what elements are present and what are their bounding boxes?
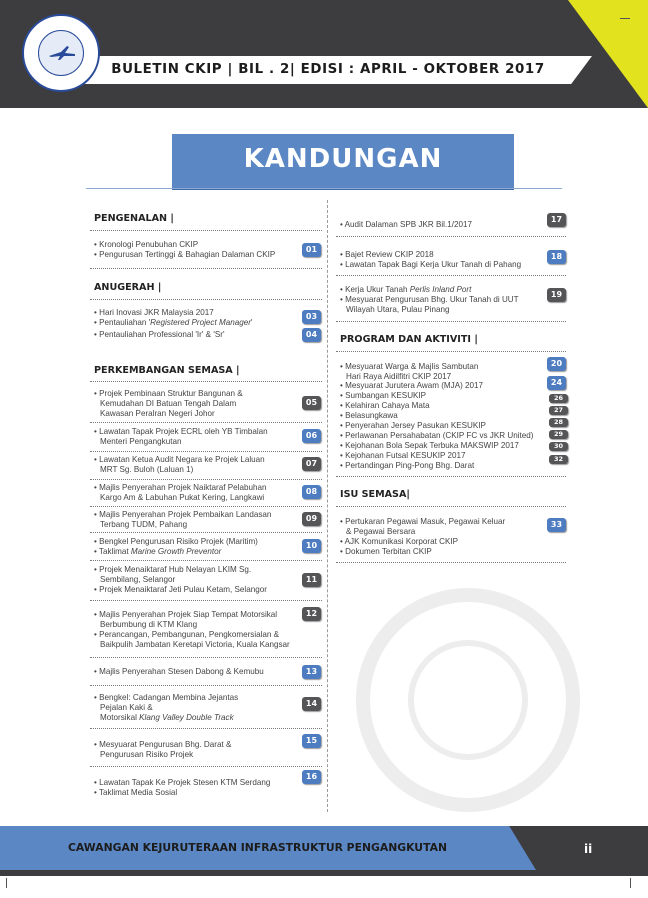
plane-icon — [47, 44, 77, 62]
separator — [90, 451, 322, 452]
toc-item: • Kerja Ukur Tanah Perlis Inland Port — [340, 285, 472, 294]
separator — [90, 506, 322, 507]
toc-item: • Pentauliahan 'Registered Project Manager' — [94, 318, 253, 327]
toc-item-cont: Kemudahan DI Batuan Tengah Dalam — [100, 399, 237, 408]
toc-item: • Projek Menaiktaraf Jeti Pulau Ketam, Selangor — [94, 585, 267, 594]
page-number-badge: 20 — [547, 357, 566, 371]
page-number-badge: 29 — [549, 430, 568, 439]
section-heading-anugerah: ANUGERAH | — [94, 282, 162, 293]
page-number-badge: 13 — [302, 665, 321, 679]
toc-item: • Hari Inovasi JKR Malaysia 2017 — [94, 308, 214, 317]
contents-banner — [172, 134, 514, 188]
separator — [336, 351, 566, 352]
page-number-badge: 30 — [549, 442, 568, 451]
page-number-badge: 27 — [549, 406, 568, 415]
toc-item-cont: Baikpulih Jambatan Keretapi Victoria, Kuala Kangsar — [100, 640, 290, 649]
crop-mark — [6, 878, 17, 888]
toc-item: • Majlis Penyerahan Stesen Dabong & Kemubu — [94, 667, 264, 676]
page-number-badge: 01 — [302, 243, 321, 257]
toc-item: • Projek Menaiktaraf Hub Nelayan LKIM Sg. — [94, 565, 252, 574]
page-number-badge: 14 — [302, 697, 321, 711]
toc-item: • Mesyuarat Warga & Majlis Sambutan — [340, 362, 479, 371]
column-divider — [327, 200, 328, 812]
toc-item: • Majlis Penyerahan Projek Naiktaraf Pelabuhan — [94, 483, 267, 492]
separator — [90, 479, 322, 480]
separator — [336, 275, 566, 276]
page-number-badge: 16 — [302, 770, 321, 784]
logo-emblem — [38, 30, 84, 76]
toc-item-cont: Pejalan Kaki & — [100, 703, 153, 712]
page-number-badge: 19 — [547, 288, 566, 302]
toc-item-cont: Sembilang, Selangor — [100, 575, 176, 584]
toc-item: • Taklimat Marine Growth Preventor — [94, 547, 222, 556]
toc-item: • AJK Komunikasi Korporat CKIP — [340, 537, 459, 546]
separator — [90, 422, 322, 423]
separator — [90, 299, 322, 300]
toc-item-cont: Pengurusan Risiko Projek — [100, 750, 194, 759]
toc-item: • Belasungkawa — [340, 411, 398, 420]
toc-item: • Taklimat Media Sosial — [94, 788, 178, 797]
header-yellow-accent — [568, 0, 648, 108]
toc-item: • Majlis Penyerahan Projek Siap Tempat Motorsikal — [94, 610, 278, 619]
separator — [90, 600, 322, 601]
separator — [336, 562, 566, 563]
separator — [90, 560, 322, 561]
ckip-logo — [22, 14, 100, 92]
toc-item: • Lawatan Tapak Projek ECRL oleh YB Timbalan — [94, 427, 268, 436]
page-number-badge: 17 — [547, 213, 566, 227]
page-number-badge: 09 — [302, 512, 321, 526]
page-number-badge: 10 — [302, 539, 321, 553]
bulletin-title: BULETIN CKIP | BIL . 2| EDISI : APRIL - OKTOBER 2017 — [111, 62, 545, 77]
page-number-badge: 08 — [302, 485, 321, 499]
toc-item: • Sumbangan KESUKIP — [340, 391, 427, 400]
page-number-badge: 24 — [547, 376, 566, 390]
page-number-badge: 05 — [302, 396, 321, 410]
contents-underline — [86, 188, 562, 189]
separator — [336, 506, 566, 507]
toc-item: • Perlawanan Persahabatan (CKIP FC vs JKR United) — [340, 431, 534, 440]
separator — [90, 728, 322, 729]
toc-item: • Pentauliahan Professional 'Ir' & 'Sr' — [94, 330, 225, 339]
toc-item-cont: Berbumbung di KTM Klang — [100, 620, 198, 629]
toc-item-cont: MRT Sg. Buloh (Laluan 1) — [100, 465, 194, 474]
page-number-badge: 26 — [549, 394, 568, 403]
page-number-badge: 07 — [302, 457, 321, 471]
footer-page-number: ii — [584, 842, 593, 856]
toc-item: • Audit Dalaman SPB JKR Bil.1/2017 — [340, 220, 472, 229]
separator — [90, 381, 322, 382]
page-number-badge: 04 — [302, 328, 321, 342]
toc-item-cont: Hari Raya Aidilfitri CKIP 2017 — [346, 372, 452, 381]
toc-item-cont: Wilayah Utara, Pulau Pinang — [346, 305, 450, 314]
page-number-badge: 03 — [302, 310, 321, 324]
toc-item: • Bengkel Pengurusan Risiko Projek (Maritim) — [94, 537, 258, 546]
toc-item: • Kejohanan Futsal KESUKIP 2017 — [340, 451, 466, 460]
page-number-badge: 15 — [302, 734, 321, 748]
page-number-badge: 11 — [302, 573, 321, 587]
section-heading-pengenalan: PENGENALAN | — [94, 213, 174, 224]
toc-item: • Lawatan Ketua Audit Negara ke Projek Laluan — [94, 455, 265, 464]
section-heading-program: PROGRAM DAN AKTIVITI | — [340, 334, 478, 345]
crop-mark — [620, 18, 630, 29]
toc-item: • Kelahiran Cahaya Mata — [340, 401, 430, 410]
toc-item: • Bengkel: Cadangan Membina Jejantas — [94, 693, 239, 702]
separator — [90, 230, 322, 231]
toc-item: • Mesyuarat Pengurusan Bhg. Darat & — [94, 740, 232, 749]
toc-item-cont: Motorsikal Klang Valley Double Track — [100, 713, 234, 722]
toc-item: • Lawatan Tapak Ke Projek Stesen KTM Serdang — [94, 778, 271, 787]
separator — [336, 476, 566, 477]
separator — [90, 268, 322, 269]
toc-item: • Mesyuarat Jurutera Awam (MJA) 2017 — [340, 381, 484, 390]
toc-item: • Perancangan, Pembangunan, Pengkomersialan & — [94, 630, 280, 639]
toc-item: • Pengurusan Tertinggi & Bahagian Dalaman CKIP — [94, 250, 276, 259]
separator — [90, 532, 322, 533]
page-number-badge: 28 — [549, 418, 568, 427]
page-number-badge: 32 — [549, 455, 568, 464]
separator — [90, 685, 322, 686]
page-number-badge: 06 — [302, 429, 321, 443]
section-heading-perkembangan: PERKEMBANGAN SEMASA | — [94, 365, 240, 376]
toc-item: • Kronologi Penubuhan CKIP — [94, 240, 199, 249]
toc-item: • Mesyuarat Pengurusan Bhg. Ukur Tanah di UUT — [340, 295, 519, 304]
crop-mark — [630, 878, 641, 888]
toc-item: • Lawatan Tapak Bagi Kerja Ukur Tanah di Pahang — [340, 260, 522, 269]
toc-item-cont: Kargo Am & Labuhan Pukat Kering, Langkawi — [100, 493, 265, 502]
toc-item-cont: Menteri Pengangkutan — [100, 437, 182, 446]
footer-title: CAWANGAN KEJURUTERAAN INFRASTRUKTUR PENGANGKUTAN — [68, 841, 447, 854]
toc-item: • Projek Pembinaan Struktur Bangunan & — [94, 389, 243, 398]
section-heading-isu: ISU SEMASA| — [340, 489, 410, 500]
page-number-badge: 12 — [302, 607, 321, 621]
watermark-seal — [356, 588, 580, 812]
toc-item: • Dokumen Terbitan CKIP — [340, 547, 432, 556]
page-number-badge: 33 — [547, 518, 566, 532]
toc-item: • Pertukaran Pegawai Masuk, Pegawai Keluar — [340, 517, 506, 526]
contents-title: KANDUNGAN — [243, 144, 443, 174]
separator — [336, 321, 566, 322]
page-number-badge: 18 — [547, 250, 566, 264]
separator — [90, 766, 322, 767]
toc-item: • Pertandingan Ping-Pong Bhg. Darat — [340, 461, 475, 470]
separator — [336, 236, 566, 237]
toc-item: • Penyerahan Jersey Pasukan KESUKIP — [340, 421, 486, 430]
toc-item: • Kejohanan Bola Sepak Terbuka MAKSWIP 2017 — [340, 441, 519, 450]
toc-item-cont: & Pegawai Bersara — [346, 527, 416, 536]
toc-item-cont: Kawasan Peralran Negeri Johor — [100, 409, 215, 418]
toc-item: • Majlis Penyerahan Projek Pembaikan Landasan — [94, 510, 272, 519]
toc-item: • Bajet Review CKIP 2018 — [340, 250, 434, 259]
separator — [90, 657, 322, 658]
watermark-inner-ring — [408, 640, 528, 760]
toc-item-cont: Terbang TUDM, Pahang — [100, 520, 188, 529]
